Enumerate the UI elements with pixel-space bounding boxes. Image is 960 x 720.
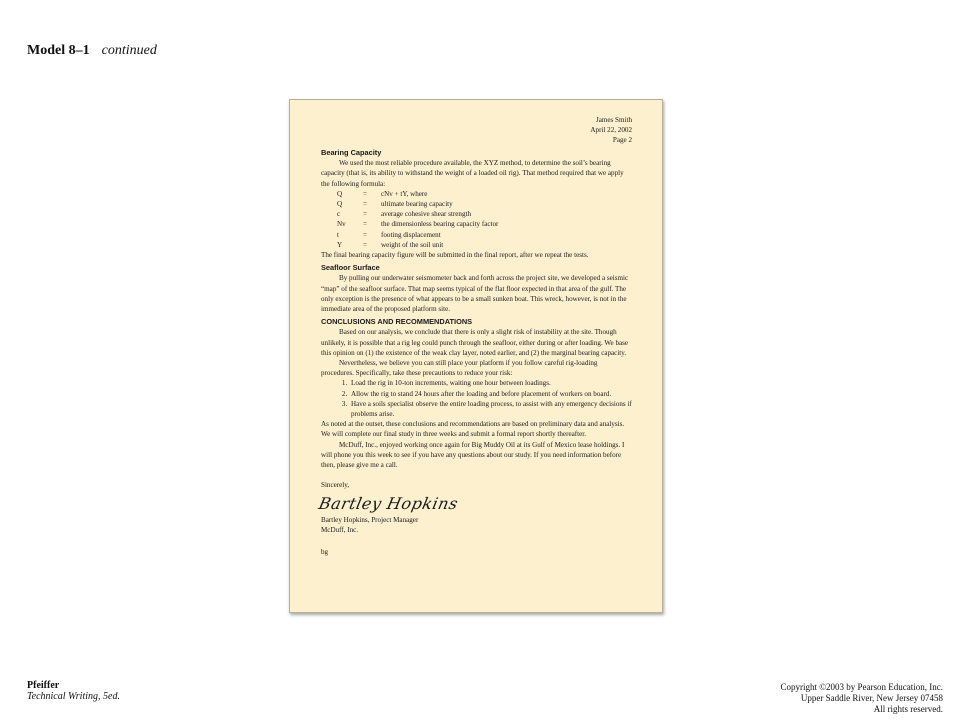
- formula-def: ultimate bearing capacity: [381, 200, 453, 209]
- footer-rights: All rights reserved.: [873, 704, 943, 714]
- precaution-item: 2. Allow the rig to stand 24 hours after the loading and before placement of workers on board.: [349, 389, 632, 399]
- formula-eq: =: [363, 220, 368, 229]
- conclusions-para-4: McDuff, Inc., enjoyed working once again for Big Muddy Oil at its Gulf of Mexico lease holdings. I will phone you this week to see if you have any questions about our study. If you need information before then, please give me a call.: [321, 440, 625, 470]
- conclusions-heading: CONCLUSIONS AND RECOMMENDATIONS: [321, 317, 473, 327]
- footer-address: Upper Saddle River, New Jersey 07458: [800, 693, 943, 703]
- formula-eq: =: [363, 189, 368, 198]
- typist-initials: bg: [321, 547, 329, 556]
- formula-eq: =: [363, 240, 368, 249]
- precautions-list: [321, 378, 632, 419]
- bearing-heading: Bearing Capacity: [321, 148, 382, 157]
- signer-name: Bartley Hopkins, Project Manager: [321, 515, 419, 524]
- formula-eq: =: [363, 200, 368, 209]
- footer-left: [27, 680, 120, 702]
- signer-company: McDuff, Inc.: [321, 525, 359, 534]
- header-recipient: James Smith: [595, 116, 632, 124]
- formula-var: t: [337, 230, 339, 239]
- formula-var: Nv: [337, 220, 346, 229]
- footer-right: [780, 682, 943, 715]
- slide-title: [27, 43, 157, 59]
- formula-var: Y: [337, 240, 343, 249]
- formula-row: [337, 240, 498, 250]
- formula-row: [337, 230, 498, 240]
- formula-var: Q: [337, 200, 343, 209]
- letter-page: [289, 99, 663, 613]
- formula-def: average cohesive shear strength: [381, 210, 472, 219]
- precaution-item: 1. Load the rig in 10-ton increments, waiting one hour between loadings.: [349, 378, 632, 388]
- formula-def: footing displacement: [381, 230, 441, 239]
- header-date: April 22, 2002: [590, 126, 632, 134]
- handwritten-signature: Bartley Hopkins: [317, 493, 460, 513]
- conclusions-para-1: Based on our analysis, we conclude that there is only a slight risk of instability at the site. Though unlikely, it is possible that a rig leg could punch through the seafloor, either during or after loading. We base this opinion on (1) the existence of the weak clay layer, noted earlier, and (2) the marginal bearing capacity.: [321, 328, 629, 357]
- conclusions-para-2: Nevertheless, we believe you can still place your platform if you follow careful rig-loading procedures. Specifically, take these precautions to reduce your risk:: [321, 359, 598, 378]
- formula-row: [337, 199, 498, 209]
- formula-var: Q: [337, 189, 343, 198]
- footer-copyright: Copyright ©2003 by Pearson Education, Inc.: [780, 682, 943, 692]
- formula-def: weight of the soil unit: [381, 240, 444, 249]
- formula-def: the dimensionless bearing capacity factor: [381, 220, 499, 229]
- formula-def: cNv + tY, where: [381, 189, 428, 198]
- closing: Sincerely,: [321, 481, 350, 490]
- bearing-final: The final bearing capacity figure will be submitted in the final report, after we repeat the tests.: [321, 251, 589, 260]
- precaution-item: 3. Have a soils specialist observe the entire loading process, to assist with any emergency decisions if problems arise.: [349, 399, 632, 419]
- footer-author: Pfeiffer: [27, 680, 60, 691]
- formula-row: [337, 189, 498, 199]
- seafloor-body: By pulling our underwater seismometer back and forth across the project site, we developed a seismic “map” of the seafloor surface. That map seems typical of the flat floor expected in that area of the gulf. The only exception is the presence of what appears to be a small sunken boat. This wreck, however, is not in the immediate area of the proposed platform site.: [321, 274, 629, 314]
- formula-row: [337, 209, 498, 219]
- model-number: Model 8–1: [27, 43, 90, 58]
- conclusions-para-3: As noted at the outset, these conclusions and recommendations are based on preliminary data and analysis. We will complete our final study in three weeks and submit a formal report shortly thereafter.: [321, 420, 625, 439]
- formula-var: c: [337, 210, 341, 219]
- bearing-intro: We used the most reliable procedure available, the XYZ method, to determine the soil’s bearing capacity (that is, its ability to withstand the weight of a loaded oil rig). That method required that we apply the following formula:: [321, 159, 624, 188]
- formula-eq: =: [363, 230, 368, 239]
- header-page: Page 2: [612, 136, 632, 144]
- continued-label: continued: [101, 43, 157, 58]
- letter-header: [321, 115, 632, 145]
- signature-block: [317, 480, 632, 557]
- seafloor-heading: Seafloor Surface: [321, 263, 380, 273]
- formula-eq: =: [363, 210, 368, 219]
- formula-row: [337, 219, 498, 229]
- formula-table: [337, 189, 498, 250]
- footer-book: Technical Writing, 5ed.: [27, 691, 120, 702]
